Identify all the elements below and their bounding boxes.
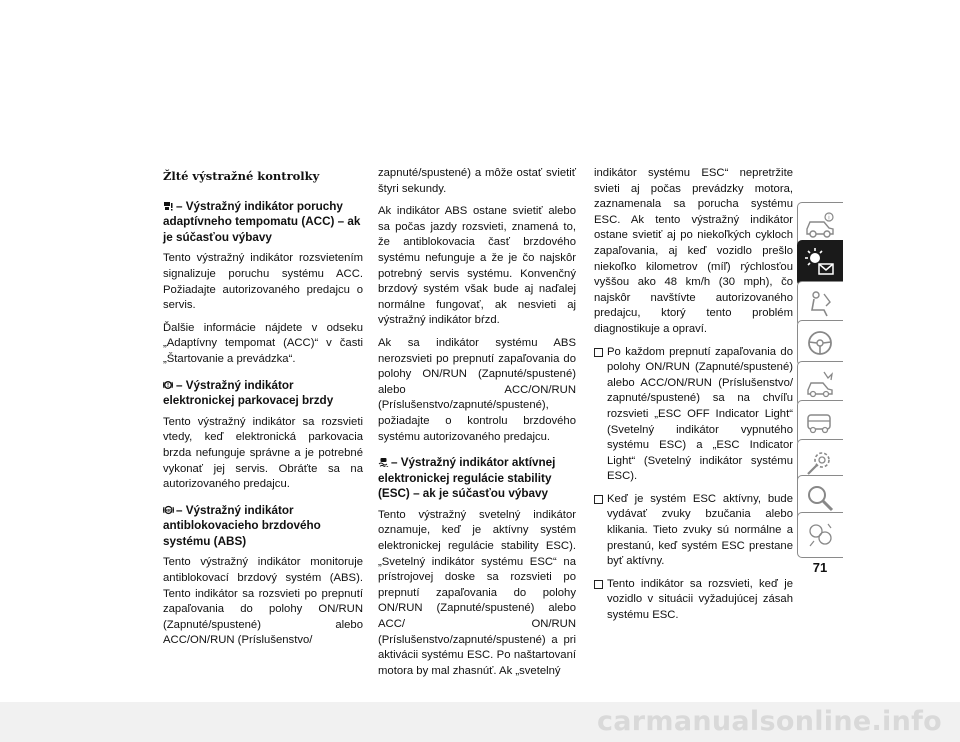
airbag-seat-icon bbox=[804, 288, 836, 320]
svg-text:!: ! bbox=[166, 382, 170, 389]
esc-heading: – Výstražný indikátor aktívnej elektronickej regulácie stability (ESC) – ak je súčasťou výbavy bbox=[378, 456, 556, 501]
watermark-text: carmanualsonline.info bbox=[596, 706, 942, 737]
parking-brake-icon bbox=[163, 380, 174, 390]
abs-icon bbox=[163, 505, 174, 515]
column-3 bbox=[594, 166, 793, 631]
abs-paragraph-4: Ak sa indikátor systému ABS nerozsvieti po prepnutí zapaľovania do polohy ON/RUN (Zapnuté/spustené) alebo ACC/ON/RUN (Príslušenstvo/zapnuté/spustené), požiadajte o kontrolu brzdového systému autorizovaného predajcu. bbox=[378, 336, 576, 443]
acc-paragraph-1: Tento výstražný indikátor rozsvietením signalizuje poruchu systému ACC. Požiadajte autorizovaného predajcu o servis. bbox=[163, 252, 363, 312]
wrench-gear-icon bbox=[804, 446, 836, 478]
car-service-icon bbox=[804, 407, 836, 439]
magnifier-icon bbox=[804, 482, 836, 514]
multilanguage-icon bbox=[804, 519, 836, 551]
bullet-box-icon bbox=[594, 348, 603, 357]
esc-bullet-list bbox=[594, 345, 793, 624]
steering-wheel-icon bbox=[804, 327, 836, 359]
list-item: Po každom prepnutí zapaľovania do polohy ON/RUN (Zapnuté/spustené) alebo ACC/ON/RUN (Príslušenstvo/ zapnuté/spustené) sa na chvíľu rozsvieti „ESC OFF Indicator Light“ (Svetelný indikátor vypnutého systému ESC) a „ESC Indicator Light“ (Svetelný indikátor systému ESC). bbox=[594, 345, 793, 485]
page-number: 71 bbox=[812, 560, 828, 575]
epb-heading: ! – Výstražný indikátor elektronickej parkovacej brzdy bbox=[163, 378, 334, 408]
esc-paragraph-1: Tento výstražný svetelný indikátor oznamuje, keď je aktívny systém elektronickej regulácie stability ESC). „Svetelný indikátor systému ESC“ na prístrojovej doske sa rozsvieti po prepnutí zapaľovania do polohy ON/RUN (Zapnuté/spustené) alebo ACC/ ON/RUN (Príslušenstvo/zapnuté/spustené) a pri aktivácii systému ESC. Po naštartovaní motora by mal zhasnúť. Ak „svetelný bbox=[378, 508, 576, 677]
warning-lights-icon bbox=[804, 247, 836, 279]
bullet-box-icon bbox=[594, 495, 603, 504]
list-item: Keď je systém ESC aktívny, bude vydávať zvuky bzučania alebo klikania. Tieto zvuky sú normálne a prestanú, keď systém ESC prestane byť aktívny. bbox=[594, 492, 793, 570]
watermark bbox=[0, 702, 960, 742]
esc-icon bbox=[378, 457, 389, 467]
list-item: Tento indikátor sa rozsvieti, keď je vozidlo v situácii vyžadujúcej zásah systému ESC. bbox=[594, 577, 793, 624]
epb-paragraph-1: Tento výstražný indikátor sa rozsvieti vtedy, keď elektronická parkovacia brzda nefunguje správne a je potrebné vykonať jej servis. Obráťte sa na autorizovaného predajcu. bbox=[163, 415, 363, 491]
abs-heading: ABS – Výstražný indikátor antiblokovacieho brzdového systému (ABS) bbox=[163, 503, 321, 548]
esc-paragraph-2: indikátor systému ESC“ nepretržite svieti aj počas prevádzky motora, zaznamenala sa porucha systému ESC. Ak tento výstražný indikátor ostane svietiť aj po niekoľkých cykloch zapaľovania, aj keď vozidlo prešlo niekoľko kilometrov (míľ) rýchlosťou vyššou ako 48 km/h (30 mph), čo najskôr navštívte autorizovaného predajcu, ktorý tento problém diagnostikuje a opraví. bbox=[594, 167, 793, 335]
svg-text:ABS: ABS bbox=[164, 508, 173, 513]
column-1 bbox=[163, 164, 363, 656]
abs-paragraph-3: Ak indikátor ABS ostane svietiť alebo sa počas jazdy rozsvieti, znamená to, že antiblokovacia časť brzdového systému nefunguje a že je čo najskôr potrebný servis systému. Konvenčný brzdový systém však bude aj naďalej normálne fungovať, ak nesvieti aj výstražný indikátor bŕzd. bbox=[378, 205, 576, 327]
section-title: Žlté výstražné kontrolky bbox=[163, 169, 320, 183]
bullet-box-icon bbox=[594, 580, 603, 589]
tab-warning-lights[interactable] bbox=[797, 240, 843, 286]
acc-paragraph-2: Ďalšie informácie nájdete v odseku „Adaptívny tempomat (ACC)“ v časti „Štartovanie a prevádzka“. bbox=[163, 321, 363, 365]
tab-steering-wheel[interactable] bbox=[797, 320, 843, 366]
acc-heading: – Výstražný indikátor poruchy adaptívneho tempomatu (ACC) – ak je súčasťou výbavy bbox=[163, 199, 361, 244]
svg-text:i: i bbox=[828, 214, 830, 222]
car-info-icon bbox=[804, 209, 836, 241]
column-2 bbox=[378, 166, 576, 686]
abs-paragraph-2: zapnuté/spustené) a môže ostať svietiť štyri sekundy. bbox=[378, 167, 576, 195]
acc-fault-icon bbox=[163, 201, 174, 211]
tab-languages[interactable] bbox=[797, 512, 843, 558]
abs-paragraph-1: Tento výstražný indikátor monitoruje antiblokovací brzdový systém (ABS). Tento indikátor sa rozsvieti po prepnutí zapaľovania do polohy ON/RUN (Zapnuté/spustené) alebo ACC/ON/RUN (Príslušenstvo/ bbox=[163, 556, 363, 647]
car-crash-icon bbox=[804, 368, 836, 400]
